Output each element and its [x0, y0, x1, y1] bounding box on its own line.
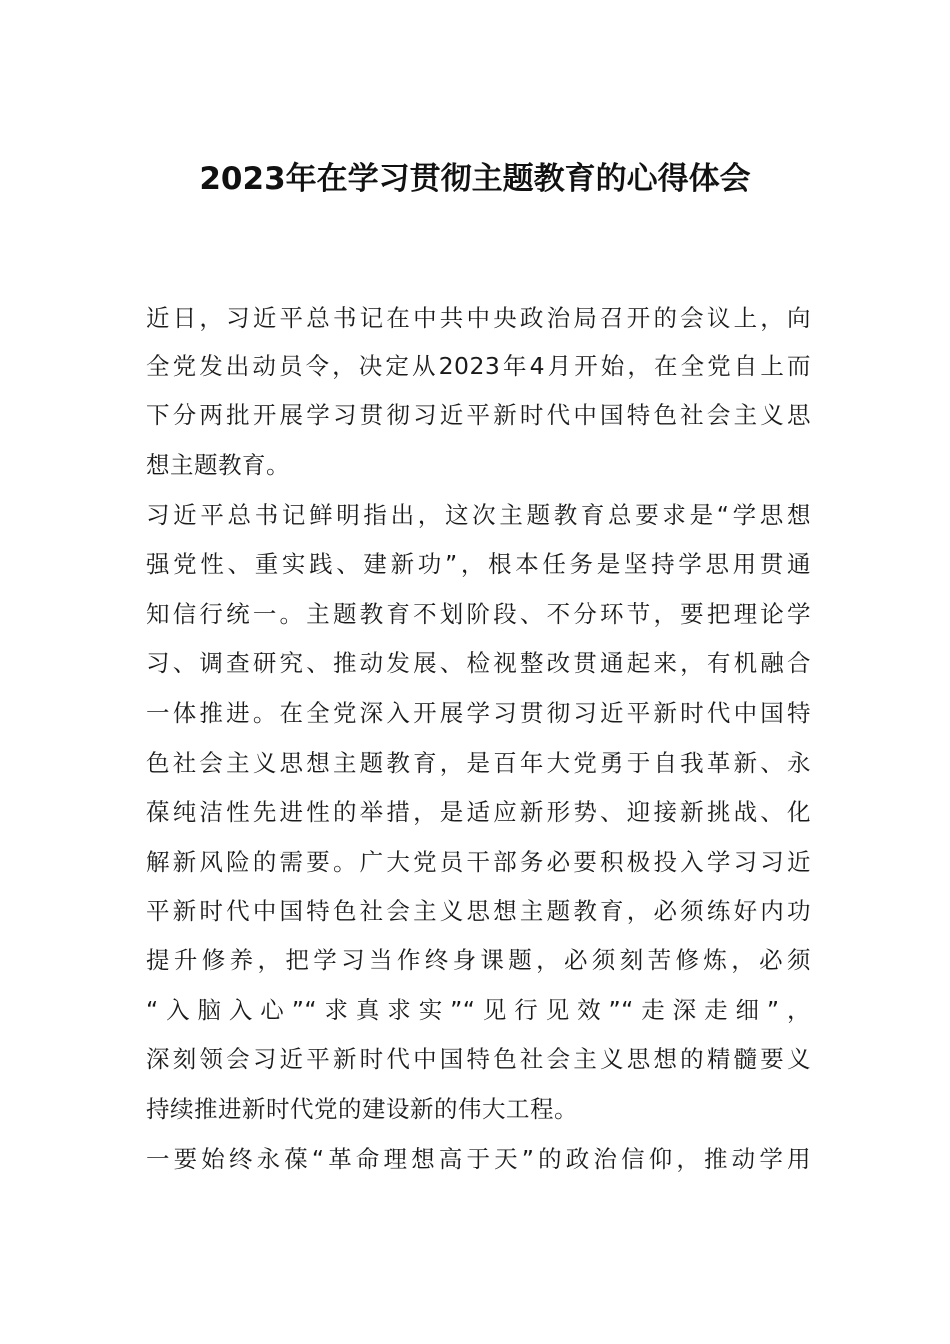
document-title: 2023年在学习贯彻主题教育的心得体会 [199, 161, 751, 197]
paragraph-line: 全党发出动员令，决定从2023年4月开始，在全党自上而 [146, 352, 811, 380]
paragraph-line: 下分两批开展学习贯彻习近平新时代中国特色社会主义思 [146, 401, 811, 429]
paragraph-line: 习、调查研究、推动发展、检视整改贯通起来，有机融合 [146, 649, 811, 677]
paragraph-line: 习近平总书记鲜明指出，这次主题教育总要求是“学思想 [146, 501, 811, 529]
paragraph-line: 近日，习近平总书记在中共中央政治局召开的会议上，向 [146, 304, 811, 332]
paragraph-line: 提升修养，把学习当作终身课题，必须刻苦修炼，必须 [146, 946, 811, 974]
paragraph-line: 色社会主义思想主题教育，是百年大党勇于自我革新、永 [146, 749, 811, 777]
paragraph-line: 一体推进。在全党深入开展学习贯彻习近平新时代中国特 [146, 699, 811, 727]
paragraph-line: 强党性、重实践、建新功”，根本任务是坚持学思用贯通 [146, 550, 811, 578]
paragraph-line: 持续推进新时代党的建设新的伟大工程。 [146, 1095, 578, 1123]
paragraph-line: 深刻领会习近平新时代中国特色社会主义思想的精髓要义 [146, 1045, 811, 1073]
paragraph-line: 一要始终永葆“革命理想高于天”的政治信仰，推动学用 [146, 1145, 811, 1173]
paragraph-line: 想主题教育。 [146, 451, 290, 479]
paragraph-line: 知信行统一。主题教育不划阶段、不分环节，要把理论学 [146, 600, 811, 628]
paragraph-line: 解新风险的需要。广大党员干部务必要积极投入学习习近 [146, 848, 811, 876]
paragraph-line: 葆纯洁性先进性的举措，是适应新形势、迎接新挑战、化 [146, 798, 811, 826]
paragraph-line: “入脑入心”“求真求实”“见行见效”“走深走细”， [146, 996, 811, 1024]
paragraph-line: 平新时代中国特色社会主义思想主题教育，必须练好内功 [146, 897, 811, 925]
